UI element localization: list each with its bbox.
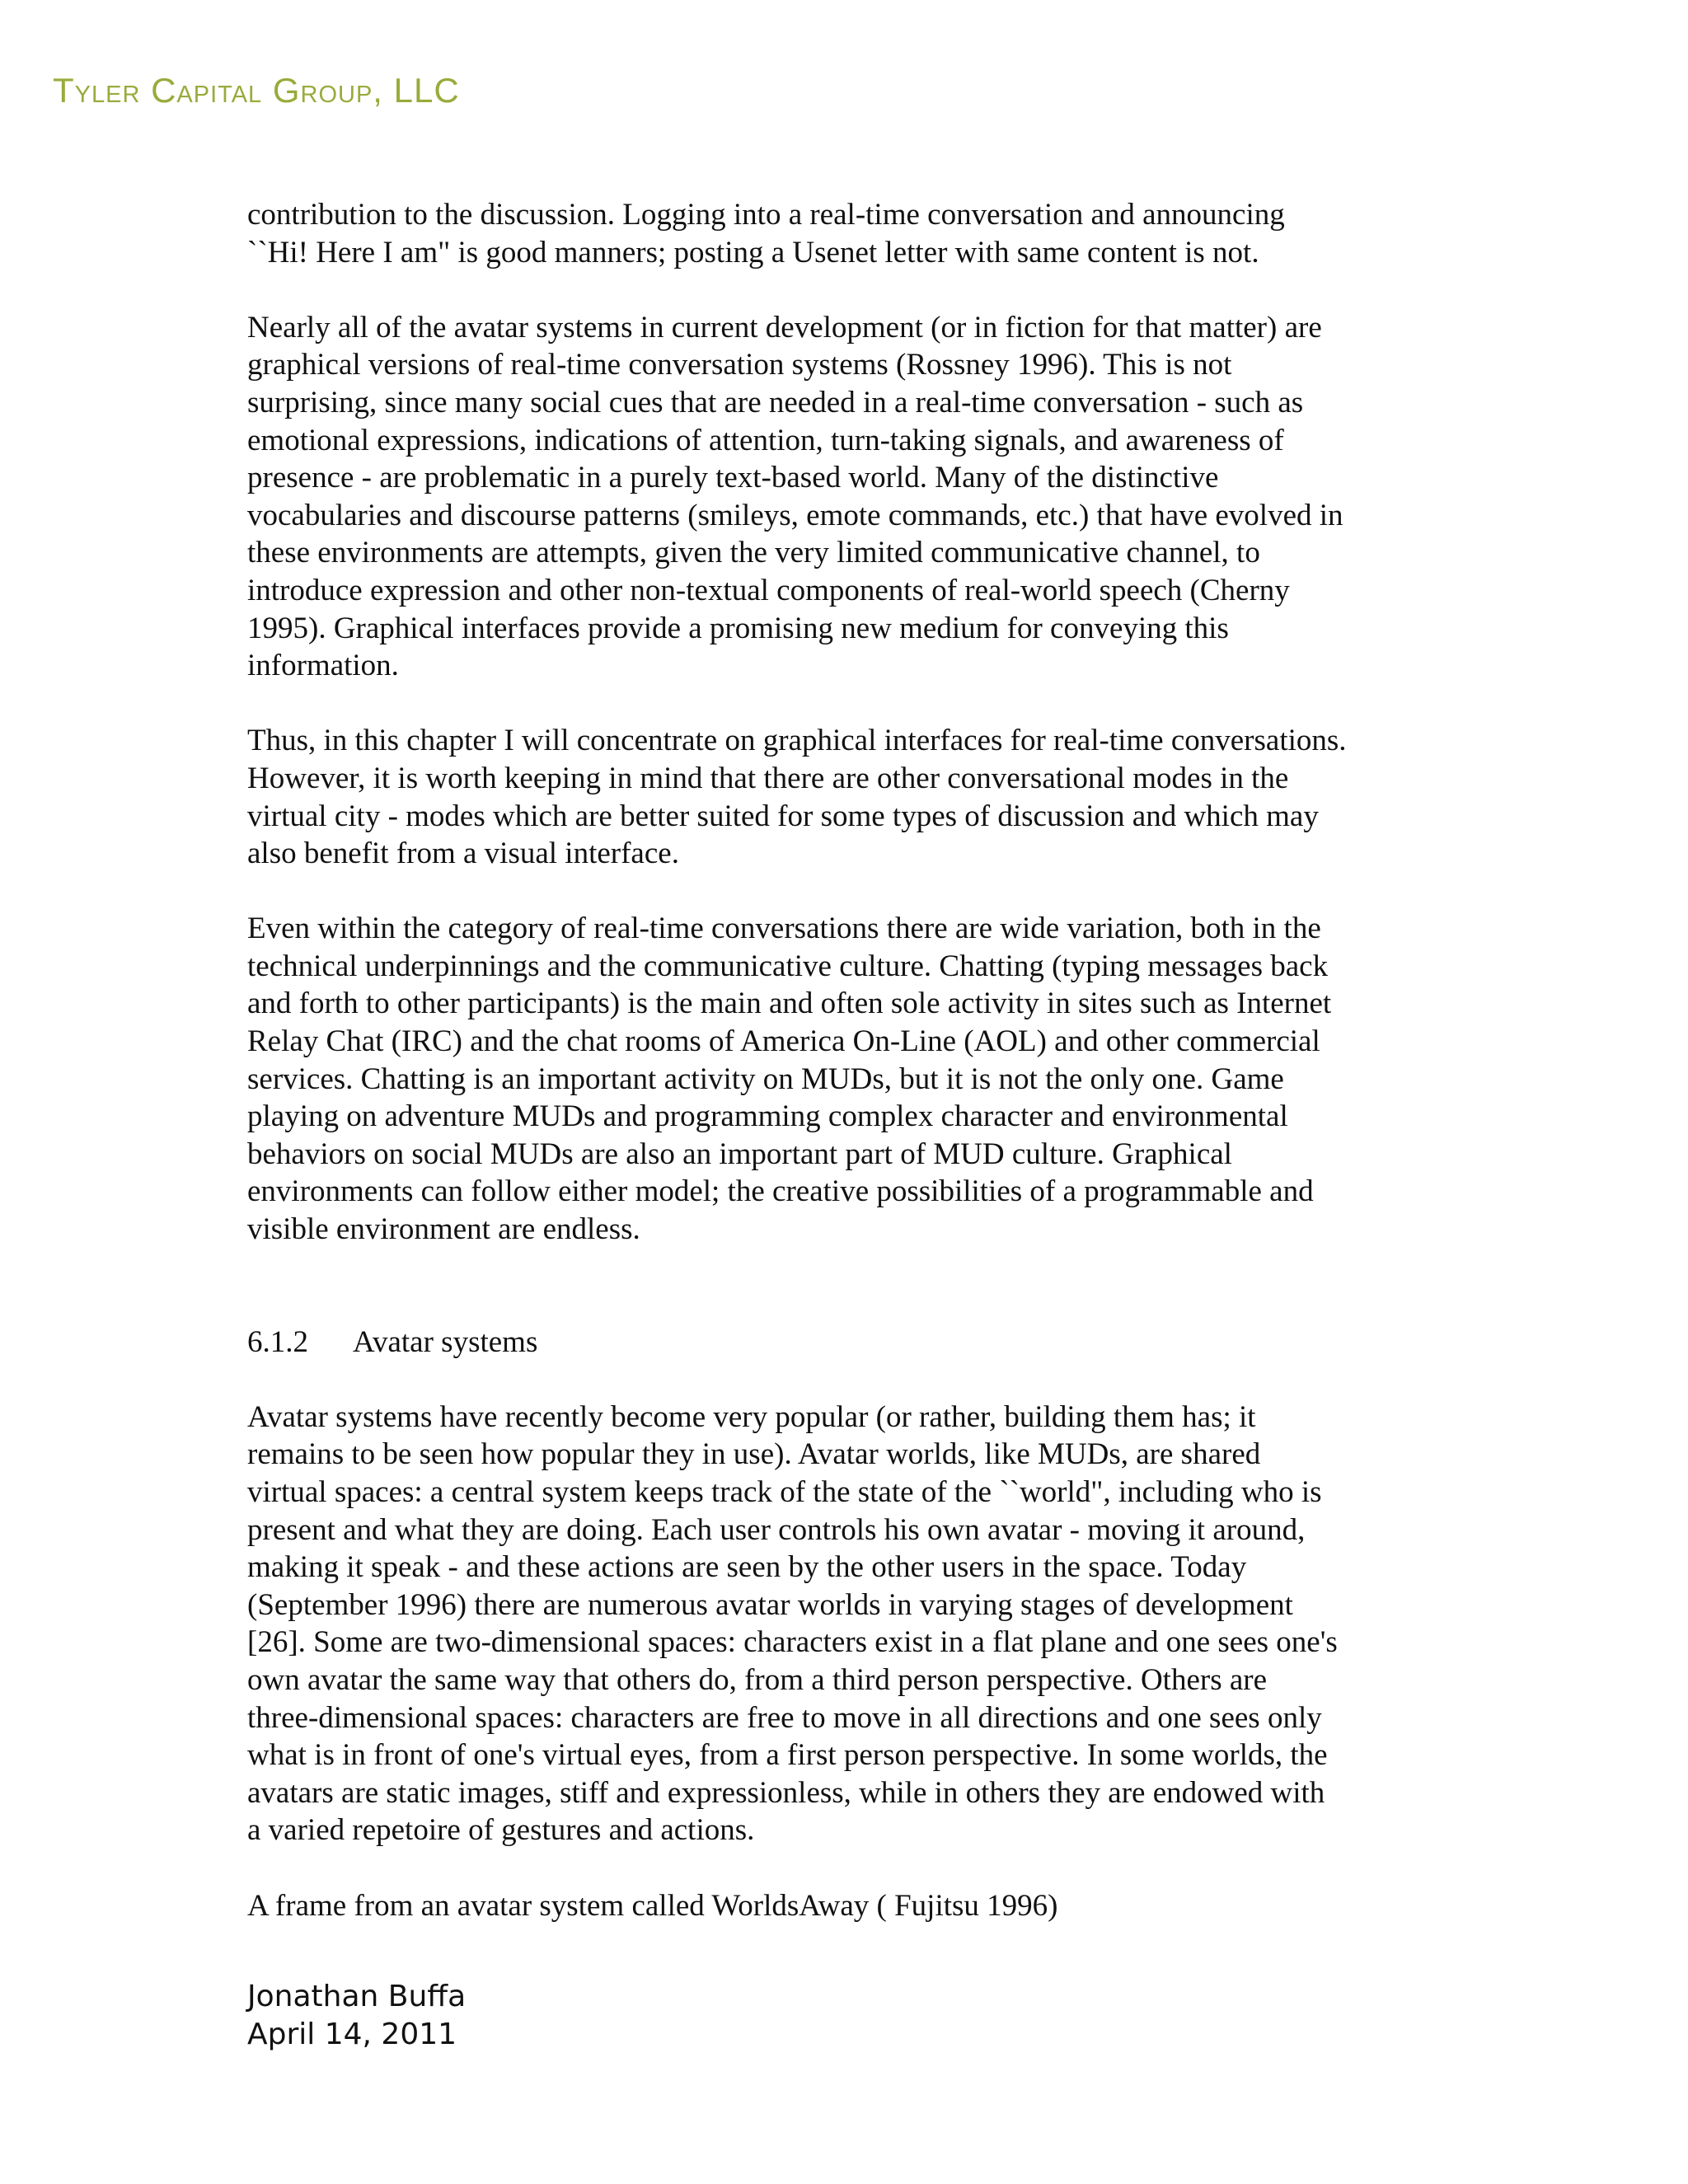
- text-line: However, it is worth keeping in mind that there are other conversational modes in the: [247, 761, 1289, 795]
- author-name: Jonathan Buffa: [247, 1980, 467, 2013]
- text-line: what is in front of one's virtual eyes, from a first person perspective. In some worlds, the: [247, 1738, 1328, 1773]
- text-line: vocabularies and discourse patterns (smileys, emote commands, etc.) that have evolved in: [247, 498, 1343, 532]
- figure-caption: [247, 1887, 1444, 1925]
- text-line: Even within the category of real-time conversations there are wide variation, both in the: [247, 912, 1321, 946]
- text-line: [26]. Some are two-dimensional spaces: characters exist in a flat plane and one sees one's: [247, 1625, 1338, 1660]
- text-line: remains to be seen how popular they in use). Avatar worlds, like MUDs, are shared: [247, 1437, 1261, 1472]
- text-line: virtual city - modes which are better suited for some types of discussion and which may: [247, 799, 1319, 833]
- text-line: services. Chatting is an important activity on MUDs, but it is not the only one. Game: [247, 1062, 1284, 1096]
- text-line: graphical versions of real-time conversation systems (Rossney 1996). This is not: [247, 348, 1232, 382]
- text-line: present and what they are doing. Each user controls his own avatar - moving it around,: [247, 1512, 1306, 1547]
- text-line: three-dimensional spaces: characters are free to move in all directions and one sees only: [247, 1700, 1322, 1735]
- text-line: 1995). Graphical interfaces provide a promising new medium for conveying this: [247, 611, 1229, 645]
- section-number: 6.1.2: [247, 1324, 308, 1359]
- text-line: (September 1996) there are numerous avatar worlds in varying stages of development: [247, 1587, 1293, 1622]
- text-line: environments can follow either model; the creative possibilities of a programmable and: [247, 1174, 1314, 1209]
- paragraph-4: [247, 910, 1444, 1248]
- text-line: introduce expression and other non-textual components of real-world speech (Cherny: [247, 573, 1290, 607]
- text-line: surprising, since many social cues that are needed in a real-time conversation - such as: [247, 385, 1304, 419]
- text-line: A frame from an avatar system called WorldsAway ( Fujitsu 1996): [247, 1888, 1058, 1923]
- text-line: and forth to other participants) is the main and often sole activity in sites such as Internet: [247, 987, 1332, 1021]
- paragraph-5: [247, 1399, 1444, 1849]
- text-line: information.: [247, 649, 399, 683]
- document-body: [247, 196, 1444, 1924]
- text-line: technical underpinnings and the communicative culture. Chatting (typing messages back: [247, 949, 1329, 983]
- text-line: Thus, in this chapter I will concentrate on graphical interfaces for real-time conversations.: [247, 724, 1347, 758]
- section-title: Avatar systems: [353, 1324, 538, 1359]
- text-line: Nearly all of the avatar systems in current development (or in fiction for that matter) are: [247, 310, 1322, 344]
- text-line: virtual spaces: a central system keeps track of the state of the ``world", including who is: [247, 1475, 1322, 1509]
- text-line: own avatar the same way that others do, from a third person perspective. Others are: [247, 1662, 1268, 1697]
- text-line: these environments are attempts, given the very limited communicative channel, to: [247, 536, 1260, 570]
- text-line: contribution to the discussion. Logging into a real-time conversation and announcing: [247, 198, 1285, 232]
- text-line: emotional expressions, indications of attention, turn-taking signals, and awareness of: [247, 423, 1284, 457]
- paragraph-2: [247, 309, 1444, 685]
- text-line: a varied repetoire of gestures and actions.: [247, 1813, 755, 1848]
- text-line: also benefit from a visual interface.: [247, 837, 679, 871]
- paragraph-3: [247, 722, 1444, 872]
- text-line: making it speak - and these actions are seen by the other users in the space. Today: [247, 1550, 1247, 1585]
- letterhead: Tyler Capital Group, LLC: [53, 71, 460, 110]
- text-line: presence - are problematic in a purely text-based world. Many of the distinctive: [247, 461, 1219, 495]
- text-line: visible environment are endless.: [247, 1212, 640, 1247]
- text-line: playing on adventure MUDs and programming complex character and environmental: [247, 1099, 1288, 1134]
- document-date: April 14, 2011: [247, 2018, 457, 2051]
- text-line: Avatar systems have recently become very popular (or rather, building them has; it: [247, 1399, 1256, 1434]
- text-line: behaviors on social MUDs are also an important part of MUD culture. Graphical: [247, 1137, 1232, 1171]
- text-line: ``Hi! Here I am" is good manners; posting a Usenet letter with same content is not.: [247, 235, 1259, 269]
- text-line: avatars are static images, stiff and expressionless, while in others they are endowed with: [247, 1775, 1325, 1810]
- paragraph-1: [247, 196, 1444, 271]
- footer-signature: [247, 1978, 466, 2054]
- text-line: Relay Chat (IRC) and the chat rooms of America On-Line (AOL) and other commercial: [247, 1024, 1320, 1059]
- section-heading: [247, 1324, 1444, 1361]
